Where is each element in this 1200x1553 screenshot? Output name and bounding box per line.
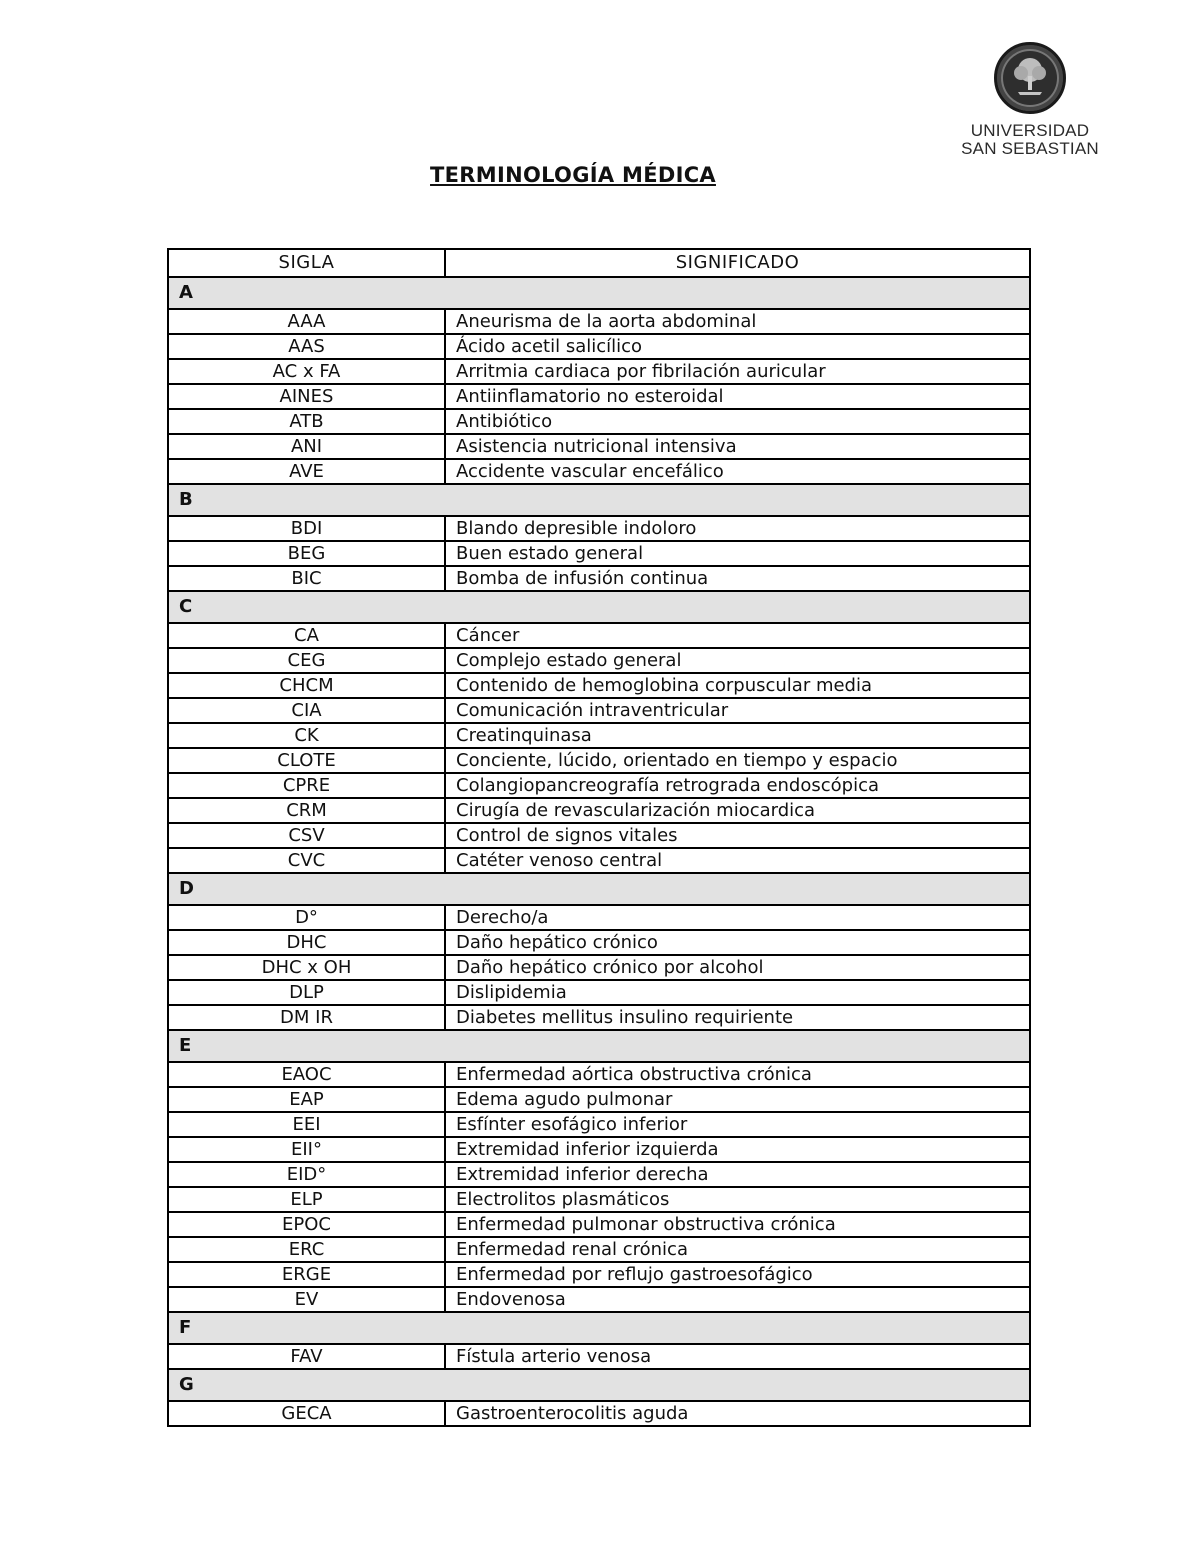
sigla-cell: CSV — [168, 823, 445, 848]
table-row — [168, 623, 1030, 648]
header-significado: SIGNIFICADO — [445, 249, 1030, 277]
table-row — [168, 1401, 1030, 1426]
table-row — [168, 673, 1030, 698]
document-title: TERMINOLOGÍA MÉDICA — [430, 163, 716, 187]
university-logo — [955, 42, 1105, 158]
table-row — [168, 798, 1030, 823]
significado-cell: Endovenosa — [445, 1287, 1030, 1312]
significado-cell: Enfermedad aórtica obstructiva crónica — [445, 1062, 1030, 1087]
section-row-d — [168, 873, 1030, 905]
section-row-c — [168, 591, 1030, 623]
significado-cell: Ácido acetil salicílico — [445, 334, 1030, 359]
significado-cell: Contenido de hemoglobina corpuscular media — [445, 673, 1030, 698]
sigla-cell: BEG — [168, 541, 445, 566]
table-header-row — [168, 249, 1030, 277]
significado-cell: Enfermedad pulmonar obstructiva crónica — [445, 1212, 1030, 1237]
sigla-cell: AVE — [168, 459, 445, 484]
significado-cell: Control de signos vitales — [445, 823, 1030, 848]
sigla-cell: DHC — [168, 930, 445, 955]
sigla-cell: AC x FA — [168, 359, 445, 384]
section-letter: A — [168, 277, 1030, 309]
section-letter: G — [168, 1369, 1030, 1401]
significado-cell: Colangiopancreografía retrograda endoscópica — [445, 773, 1030, 798]
sigla-cell: AAA — [168, 309, 445, 334]
sigla-cell: BDI — [168, 516, 445, 541]
table-row — [168, 648, 1030, 673]
terminology-table — [167, 248, 1031, 1427]
sigla-cell: ERGE — [168, 1262, 445, 1287]
logo-name-line1: UNIVERSIDAD — [970, 121, 1090, 140]
section-row-b — [168, 484, 1030, 516]
table-row — [168, 409, 1030, 434]
sigla-cell: ERC — [168, 1237, 445, 1262]
table-row — [168, 334, 1030, 359]
table-row — [168, 1344, 1030, 1369]
sigla-cell: D° — [168, 905, 445, 930]
section-letter: B — [168, 484, 1030, 516]
sigla-cell: CIA — [168, 698, 445, 723]
sigla-cell: AAS — [168, 334, 445, 359]
sigla-cell: EID° — [168, 1162, 445, 1187]
table-row — [168, 955, 1030, 980]
sigla-cell: FAV — [168, 1344, 445, 1369]
significado-cell: Derecho/a — [445, 905, 1030, 930]
table-row — [168, 1262, 1030, 1287]
table-row — [168, 980, 1030, 1005]
sigla-cell: CEG — [168, 648, 445, 673]
sigla-cell: DM IR — [168, 1005, 445, 1030]
significado-cell: Buen estado general — [445, 541, 1030, 566]
significado-cell: Arritmia cardiaca por fibrilación auricular — [445, 359, 1030, 384]
significado-cell: Fístula arterio venosa — [445, 1344, 1030, 1369]
significado-cell: Antiinflamatorio no esteroidal — [445, 384, 1030, 409]
sigla-cell: EEI — [168, 1112, 445, 1137]
university-seal-icon — [994, 42, 1066, 114]
significado-cell: Conciente, lúcido, orientado en tiempo y espacio — [445, 748, 1030, 773]
significado-cell: Asistencia nutricional intensiva — [445, 434, 1030, 459]
table-row — [168, 1112, 1030, 1137]
significado-cell: Gastroenterocolitis aguda — [445, 1401, 1030, 1426]
sigla-cell: CK — [168, 723, 445, 748]
sigla-cell: EAP — [168, 1087, 445, 1112]
table-row — [168, 1137, 1030, 1162]
table-row — [168, 1237, 1030, 1262]
logo-name-line2: SAN SEBASTIAN — [961, 139, 1099, 158]
significado-cell: Cáncer — [445, 623, 1030, 648]
significado-cell: Daño hepático crónico — [445, 930, 1030, 955]
table-row — [168, 1187, 1030, 1212]
significado-cell: Dislipidemia — [445, 980, 1030, 1005]
section-row-g — [168, 1369, 1030, 1401]
table-row — [168, 1062, 1030, 1087]
header-sigla: SIGLA — [168, 249, 445, 277]
sigla-cell: DHC x OH — [168, 955, 445, 980]
table-row — [168, 1087, 1030, 1112]
significado-cell: Daño hepático crónico por alcohol — [445, 955, 1030, 980]
significado-cell: Esfínter esofágico inferior — [445, 1112, 1030, 1137]
significado-cell: Edema agudo pulmonar — [445, 1087, 1030, 1112]
table-row — [168, 748, 1030, 773]
sigla-cell: CPRE — [168, 773, 445, 798]
section-letter: D — [168, 873, 1030, 905]
significado-cell: Bomba de infusión continua — [445, 566, 1030, 591]
sigla-cell: CVC — [168, 848, 445, 873]
significado-cell: Accidente vascular encefálico — [445, 459, 1030, 484]
sigla-cell: GECA — [168, 1401, 445, 1426]
sigla-cell: ELP — [168, 1187, 445, 1212]
sigla-cell: DLP — [168, 980, 445, 1005]
table-row — [168, 516, 1030, 541]
significado-cell: Creatinquinasa — [445, 723, 1030, 748]
significado-cell: Antibiótico — [445, 409, 1030, 434]
table-row — [168, 848, 1030, 873]
significado-cell: Cirugía de revascularización miocardica — [445, 798, 1030, 823]
table-row — [168, 723, 1030, 748]
significado-cell: Enfermedad por reflujo gastroesofágico — [445, 1262, 1030, 1287]
sigla-cell: CLOTE — [168, 748, 445, 773]
significado-cell: Blando depresible indoloro — [445, 516, 1030, 541]
sigla-cell: CA — [168, 623, 445, 648]
table-row — [168, 698, 1030, 723]
table-row — [168, 541, 1030, 566]
sigla-cell: CRM — [168, 798, 445, 823]
table-row — [168, 384, 1030, 409]
section-letter: F — [168, 1312, 1030, 1344]
section-letter: E — [168, 1030, 1030, 1062]
table-row — [168, 1162, 1030, 1187]
sigla-cell: BIC — [168, 566, 445, 591]
significado-cell: Enfermedad renal crónica — [445, 1237, 1030, 1262]
significado-cell: Diabetes mellitus insulino requiriente — [445, 1005, 1030, 1030]
table-row — [168, 773, 1030, 798]
section-row-f — [168, 1312, 1030, 1344]
significado-cell: Aneurisma de la aorta abdominal — [445, 309, 1030, 334]
table-row — [168, 1005, 1030, 1030]
significado-cell: Comunicación intraventricular — [445, 698, 1030, 723]
sigla-cell: EV — [168, 1287, 445, 1312]
table-row — [168, 309, 1030, 334]
table-row — [168, 1212, 1030, 1237]
sigla-cell: CHCM — [168, 673, 445, 698]
section-letter: C — [168, 591, 1030, 623]
table-row — [168, 1287, 1030, 1312]
table-row — [168, 930, 1030, 955]
table-row — [168, 434, 1030, 459]
sigla-cell: ATB — [168, 409, 445, 434]
table-row — [168, 905, 1030, 930]
significado-cell: Complejo estado general — [445, 648, 1030, 673]
section-row-a — [168, 277, 1030, 309]
sigla-cell: EAOC — [168, 1062, 445, 1087]
significado-cell: Extremidad inferior izquierda — [445, 1137, 1030, 1162]
table-row — [168, 566, 1030, 591]
sigla-cell: ANI — [168, 434, 445, 459]
table-row — [168, 359, 1030, 384]
significado-cell: Extremidad inferior derecha — [445, 1162, 1030, 1187]
sigla-cell: EPOC — [168, 1212, 445, 1237]
significado-cell: Electrolitos plasmáticos — [445, 1187, 1030, 1212]
section-row-e — [168, 1030, 1030, 1062]
sigla-cell: AINES — [168, 384, 445, 409]
table-body — [168, 277, 1030, 1426]
significado-cell: Catéter venoso central — [445, 848, 1030, 873]
table-row — [168, 459, 1030, 484]
sigla-cell: EII° — [168, 1137, 445, 1162]
table-row — [168, 823, 1030, 848]
